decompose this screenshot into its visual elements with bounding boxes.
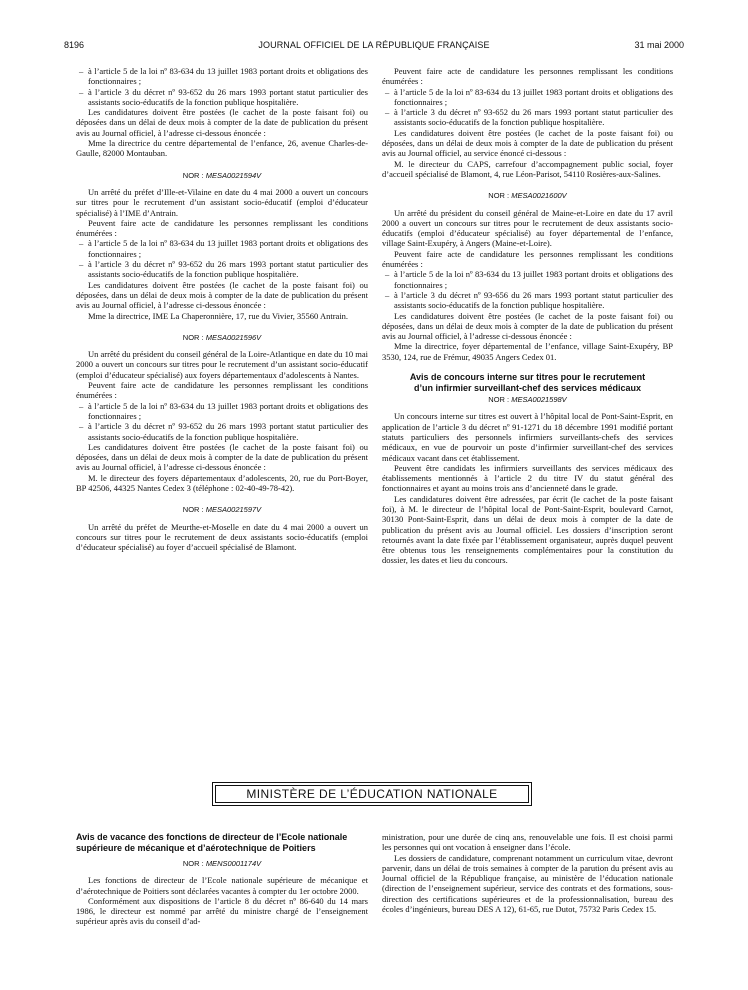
ministry-banner: MINISTÈRE DE L’ÉDUCATION NATIONALE (212, 782, 532, 806)
condition-list (76, 66, 368, 107)
address-paragraph: M. le directeur des foyers départementaux d’adolescents, 20, rue du Port-Boyer, BP 42506, 44325 Nantes Cedex 3 (téléphone : 02-40-49-78-42). (76, 472, 368, 493)
condition-list (382, 87, 673, 128)
nor-label: NOR : (182, 332, 204, 342)
page-header (64, 40, 684, 54)
vacancy-paragraph: Les dossiers de candidature, comprenant notamment un curriculum vitae, devront parvenir, dans un délai de trois semaines à compter de la parution du présent avis au Journal officiel de la République française, au ministère de l’éducation nationale (direction de l’enseignement supérieur, service des contrats et des formations, sous-direction des certifications supérieures et de la professionnalisation, bureau des écoles d’ingénieurs, bureau DES A 12), 61-65, rue Dutot, 75732 Paris Cedex 15. (382, 852, 673, 915)
list-item: – à l’article 5 de la loi nº 83-634 du 13 juillet 1983 portant droits et obligations des fonctionnaires ; (76, 238, 368, 259)
nor-label: NOR : (182, 859, 204, 868)
list-item: – à l’article 5 de la loi nº 83-634 du 13 juillet 1983 portant droits et obligations des fonctionnaires ; (76, 66, 368, 87)
avis-paragraph: Peuvent être candidats les infirmiers surveillants des services médicaux des établissements mentionnés à l’article 2 du titre IV du statut général des fonctionnaires et ayant au moins trois ans d’ancienneté dans le grade. (382, 462, 673, 494)
list-item: – à l’article 5 de la loi nº 83-634 du 13 juillet 1983 portant droits et obligations des fonctionnaires ; (76, 401, 368, 422)
conditions-paragraph: Peuvent faire acte de candidature les personnes remplissant les conditions énumérées : (382, 248, 673, 270)
nor-code: MESA0021598V (511, 395, 567, 405)
list-item: – à l’article 5 de la loi nº 83-634 du 13 juillet 1983 portant droits et obligations des fonctionnaires ; (382, 87, 673, 108)
list-item: – à l’article 3 du décret nº 93-656 du 26 mars 1993 portant statut particulier des assistants socio-éducatifs de la fonction publique hospitalière. (382, 290, 673, 311)
intro-paragraph: Un arrêté du préfet d’Ille-et-Vilaine en date du 4 mai 2000 a ouvert un concours sur titres pour le recrutement d’un assistant socio-éducatif (emploi d’éducateur spécialisé) à l’IME d’Antrain. (76, 186, 368, 218)
avis-title-line: Avis de concours interne sur titres pour le recrutement (409, 372, 646, 383)
nor-reference (382, 191, 673, 201)
vacancy-title: Avis de vacance des fonctions de directeur de l’Ecole nationale supérieure de mécanique et d’aérotechnique de Poitiers (76, 832, 348, 853)
page-number: 8196 (64, 40, 85, 50)
list-item: – à l’article 3 du décret nº 93-652 du 26 mars 1993 portant statut particulier des assistants socio-éducatifs de la fonction publique hospitalière. (76, 421, 368, 442)
vacancy-paragraph: Les fonctions de directeur de l’Ecole nationale supérieure de mécanique et d’aérotechnique de Poitiers sont déclarées vacantes à compter du 1er octobre 2000. (76, 875, 368, 896)
nor-code: MESA0021597V (205, 505, 262, 515)
list-item: – à l’article 3 du décret nº 93-652 du 26 mars 1993 portant statut particulier des assistants socio-éducatifs de la fonction publique hospitalière. (76, 87, 368, 108)
vacancy-paragraph: ministration, pour une durée de cinq ans, renouvelable une fois. Il est choisi parmi les personnes qui ont vocation à enseigner dans l’école. (382, 832, 673, 853)
journal-title: JOURNAL OFFICIEL DE LA RÉPUBLIQUE FRANÇAISE (258, 40, 490, 50)
nor-code: MESA0021600V (511, 191, 567, 201)
nor-label: NOR : (488, 395, 510, 405)
condition-list (382, 269, 673, 310)
nor-code: MENS0001174V (205, 859, 262, 868)
nor-reference (76, 859, 368, 869)
bottom-left-column (76, 832, 368, 927)
nor-reference (76, 171, 368, 181)
candidatures-paragraph: Les candidatures doivent être postées (le cachet de la poste faisant foi) ou déposées dans un délai de deux mois à compter de la date de publication du présent avis au Journal officiel, à l’adresse ci-dessous énoncée : (76, 107, 368, 138)
conditions-paragraph: Peuvent faire acte de candidature les personnes remplissant les conditions énumérées : (76, 380, 368, 401)
candidatures-paragraph: Les candidatures doivent être postées (le cachet de la poste faisant foi) ou déposées, dans un délai de deux mois à compter de la date de publication du présent avis au Journal officiel, au service énoncé ci-dessous : (382, 127, 673, 159)
address-paragraph: M. le directeur du CAPS, carrefour d’accompagnement public social, foyer d’accueil spécialisé de Blamont, 4, rue Léon-Parisot, 54110 Rosières-aux-Salines. (382, 158, 673, 179)
address-paragraph: Mme la directrice, foyer départemental de l’enfance, village Saint-Exupéry, BP 3530, 124, rue de Frémur, 49035 Angers Cedex 01. (382, 341, 673, 362)
nor-label: NOR : (182, 170, 204, 180)
list-item: – à l’article 3 du décret nº 93-652 du 26 mars 1993 portant statut particulier des assistants socio-éducatifs de la fonction publique hospitalière. (76, 259, 368, 280)
nor-code: MESA0021594V (205, 170, 262, 180)
conditions-paragraph: Peuvent faire acte de candidature les personnes remplissant les conditions énumérées : (382, 66, 673, 87)
candidatures-paragraph: Les candidatures doivent être postées (le cachet de la poste faisant foi) ou déposées, dans un délai de deux mois à compter de la date de publication du présent avis au Journal officiel, à l’adresse ci-dessous énoncée : (382, 310, 673, 342)
nor-reference (382, 395, 673, 405)
avis-title-line: d’un infirmier surveillant-chef des services médicaux (413, 382, 642, 393)
intro-paragraph: Un arrêté du préfet de Meurthe-et-Moselle en date du 4 mai 2000 a ouvert un concours sur titres pour le recrutement de deux assistants socio-éducatifs (emploi d’éducateur spécialisé) au foyer d’accueil spécialisé de Blamont. (76, 521, 368, 553)
nor-label: NOR : (182, 505, 204, 515)
issue-date: 31 mai 2000 (634, 40, 684, 50)
list-item: – à l’article 3 du décret nº 93-652 du 26 mars 1993 portant statut particulier des assistants socio-éducatifs de la fonction publique hospitalière. (382, 107, 673, 128)
vacancy-paragraph: Conformément aux dispositions de l’article 8 du décret nº 86-640 du 14 mars 1986, le directeur est nommé par arrêté du ministre chargé de l’enseignement supérieur après avis du conseil d’ad- (76, 895, 368, 927)
candidatures-paragraph: Les candidatures doivent être postées (le cachet de la poste faisant foi) ou déposées, dans un délai de deux mois à compter de la date de publication du présent avis au Journal officiel, à l’adresse ci-dessous énoncée : (76, 441, 368, 473)
left-column (76, 66, 368, 552)
right-column (382, 66, 673, 566)
intro-paragraph: Un arrêté du président du conseil général de Maine-et-Loire en date du 17 avril 2000 a ouvert un concours sur titres pour le recrutement de deux assistants socio-éducatifs (emploi d’éducateur spécialisé) au foyer départemental de l’enfance, village Saint-Exupéry, à Angers (Maine-et-Loire). (382, 207, 673, 249)
conditions-paragraph: Peuvent faire acte de candidature les personnes remplissant les conditions énumérées : (76, 217, 368, 239)
avis-paragraph: Un concours interne sur titres est ouvert à l’hôpital local de Pont-Saint-Esprit, en application de l’article 3 du décret nº 91-1271 du 18 décembre 1991 modifié portant statuts particuliers des personnels infirmiers surveillants-chefs des services médicaux, en vue de pourvoir un poste d’infirmier surveillant-chef des services médicaux vacant dans cet établissement. (382, 411, 673, 463)
candidatures-paragraph: Les candidatures doivent être postées (le cachet de la poste faisant foi) ou déposées, dans un délai de deux mois à compter de la date de publication du présent avis au Journal officiel, à l’adresse ci-dessous énoncée : (76, 279, 368, 311)
intro-paragraph: Un arrêté du président du conseil général de la Loire-Atlantique en date du 10 mai 2000 a ouvert un concours sur titres pour le recrutement d’un assistant socio-éducatif (emploi d’éducateur spécialisé) aux foyers départementaux d’adolescents à Nantes. (76, 349, 368, 380)
nor-reference (76, 505, 368, 515)
nor-reference (76, 333, 368, 343)
bottom-right-column (382, 832, 673, 914)
address-paragraph: Mme la directrice du centre départemental de l’enfance, 26, avenue Charles-de-Gaulle, 82000 Montauban. (76, 138, 368, 159)
nor-label: NOR : (488, 191, 510, 201)
nor-code: MESA0021596V (205, 332, 262, 342)
condition-list (76, 238, 368, 279)
avis-paragraph: Les candidatures doivent être adressées, par écrit (le cachet de la poste faisant foi), à M. le directeur de l’hôpital local de Pont-Saint-Esprit, boulevard Carnot, 30130 Pont-Saint-Esprit, dans un délai de deux mois à compter de la date de publication du présent avis au Journal officiel. Les dossiers d’inscription seront retournés avant la date fixée par l’établissement organisateur, auprès duquel peuvent être obtenus tous les renseignements complémentaires pour la constitution du dossier, les dates et lieu du concours. (382, 493, 673, 566)
condition-list (76, 401, 368, 442)
list-item: – à l’article 5 de la loi nº 83-634 du 13 juillet 1983 portant droits et obligations des fonctionnaires ; (382, 269, 673, 290)
address-paragraph: Mme la directrice, IME La Chaperonnière, 17, rue du Vivier, 35560 Antrain. (88, 310, 349, 321)
avis-title (382, 372, 673, 393)
